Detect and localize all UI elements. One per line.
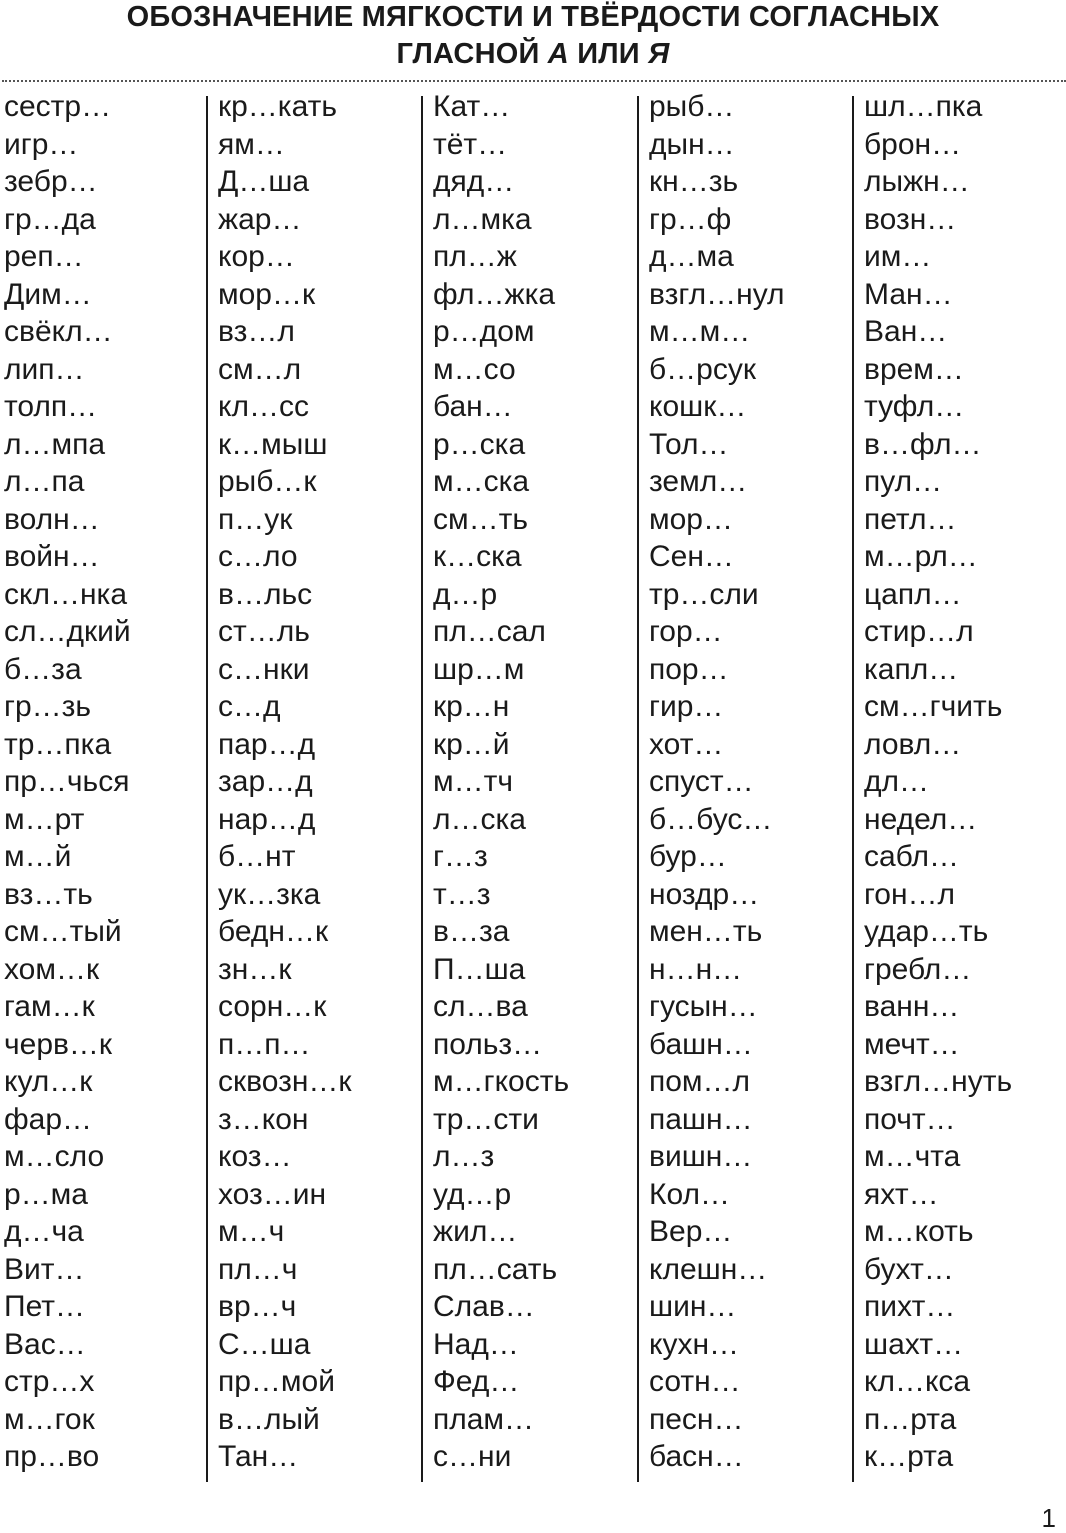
word-item: гир… [649, 690, 724, 723]
word-item: мечт… [864, 1027, 960, 1061]
word-item: кор… [218, 240, 295, 273]
word-item: см…тый [4, 915, 122, 948]
word-item: бухт… [864, 1252, 954, 1286]
word-item: л…мка [433, 202, 532, 236]
word-column-3 [433, 88, 633, 1482]
word-item: с…ло [218, 540, 298, 573]
word-item: кл…кса [864, 1365, 971, 1398]
word-item: Фед… [433, 1365, 520, 1398]
column-divider [637, 96, 639, 1482]
word-item: д…ча [4, 1215, 84, 1248]
word-item: р…ска [433, 427, 526, 461]
word-item: Над… [433, 1327, 519, 1361]
word-item: мор… [649, 502, 733, 536]
word-item: жил… [433, 1215, 518, 1248]
word-item: удар…ть [864, 915, 989, 948]
word-item: пр…чься [4, 765, 130, 798]
word-item: м…рл… [864, 540, 978, 573]
word-item: нар…д [218, 802, 316, 836]
word-item: хот… [649, 727, 724, 761]
word-item: Пет… [4, 1290, 85, 1323]
word-item: хоз…ин [218, 1177, 327, 1211]
word-item: з…кон [218, 1102, 309, 1136]
word-item: к…мыш [218, 427, 328, 461]
word-item: бедн…к [218, 915, 329, 948]
title-line-2-mid: ИЛИ [568, 38, 649, 70]
word-item: ям… [218, 127, 285, 161]
word-item: Ван… [864, 315, 948, 348]
word-item: взгл…нул [649, 277, 785, 311]
word-item: шахт… [864, 1327, 964, 1361]
word-item: скл…нка [4, 577, 128, 611]
word-item: в…фл… [864, 427, 982, 461]
word-item: пихт… [864, 1290, 956, 1323]
word-item: рыб…к [218, 465, 317, 498]
word-item: с…ни [433, 1440, 512, 1473]
word-item: сестр… [4, 90, 112, 123]
word-item: недел… [864, 802, 978, 836]
word-item: черв…к [4, 1027, 113, 1061]
title-vowel-a: А [547, 38, 569, 70]
word-item: к…рта [864, 1440, 954, 1473]
word-item: кн…зь [649, 165, 739, 198]
word-item: пл…ч [218, 1252, 298, 1286]
word-item: лыжн… [864, 165, 970, 198]
column-divider [421, 96, 423, 1482]
word-item: П…ша [433, 952, 526, 986]
word-item: гон…л [864, 877, 956, 911]
word-item: тр…пка [4, 727, 112, 761]
word-item: с…д [218, 690, 281, 723]
word-item: с…нки [218, 652, 310, 686]
word-item: мор…к [218, 277, 316, 311]
word-item: басн… [649, 1440, 744, 1473]
word-item: зар…д [218, 765, 313, 798]
word-item: башн… [649, 1027, 753, 1061]
word-item: земл… [649, 465, 748, 498]
word-item: взгл…нуть [864, 1065, 1013, 1098]
word-item: войн… [4, 540, 100, 573]
word-item: м…тч [433, 765, 513, 798]
word-item: кр…н [433, 690, 510, 723]
word-item: пул… [864, 465, 943, 498]
word-item: плам… [433, 1402, 535, 1436]
word-item: м…коть [864, 1215, 974, 1248]
title-vowel-ya: Я [648, 38, 670, 70]
word-item: пар…д [218, 727, 316, 761]
word-item: яхт… [864, 1177, 939, 1211]
word-item: хом…к [4, 952, 100, 986]
word-item: сорн…к [218, 990, 327, 1023]
word-item: им… [864, 240, 932, 273]
word-item: кошк… [649, 390, 747, 423]
word-item: м…ска [433, 465, 530, 498]
word-item: м…й [4, 840, 72, 873]
word-item: п…рта [864, 1402, 957, 1436]
word-item: С…ша [218, 1327, 311, 1361]
word-item: тр…сли [649, 577, 759, 611]
column-divider [206, 96, 208, 1482]
word-item: в…лый [218, 1402, 320, 1436]
word-item: Тан… [218, 1440, 299, 1473]
word-item: петл… [864, 502, 957, 536]
word-item: вр…ч [218, 1290, 297, 1323]
word-item: Кат… [433, 90, 511, 123]
word-item: Вас… [4, 1327, 86, 1361]
word-item: вишн… [649, 1140, 753, 1173]
word-item: пр…во [4, 1440, 100, 1473]
word-item: игр… [4, 127, 79, 161]
word-item: кр…й [433, 727, 510, 761]
word-item: свёкл… [4, 315, 113, 348]
word-item: б…бус… [649, 802, 773, 836]
word-item: рыб… [649, 90, 735, 123]
word-item: л…з [433, 1140, 495, 1173]
word-item: пор… [649, 652, 729, 686]
word-item: кул…к [4, 1065, 93, 1098]
word-item: уд…р [433, 1177, 512, 1211]
word-item: зн…к [218, 952, 292, 986]
word-item: м…сло [4, 1140, 105, 1173]
word-item: м…гкость [433, 1065, 570, 1098]
word-item: гр…да [4, 202, 96, 236]
word-item: стр…х [4, 1365, 95, 1398]
word-item: сл…дкий [4, 615, 131, 648]
word-item: зебр… [4, 165, 98, 198]
word-item: б…нт [218, 840, 296, 873]
word-item: врем… [864, 352, 964, 386]
word-item: Кол… [649, 1177, 731, 1211]
word-item: л…мпа [4, 427, 106, 461]
word-item: см…ть [433, 502, 528, 536]
word-item: п…ук [218, 502, 293, 536]
word-item: коз… [218, 1140, 292, 1173]
word-item: жар… [218, 202, 302, 236]
word-item: туфл… [864, 390, 965, 423]
word-item: кр…кать [218, 90, 337, 123]
word-item: ванн… [864, 990, 960, 1023]
word-item: пашн… [649, 1102, 753, 1136]
word-item: почт… [864, 1102, 956, 1136]
word-item: возн… [864, 202, 957, 236]
word-item: лип… [4, 352, 85, 386]
word-item: ст…ль [218, 615, 310, 648]
word-item: пл…сал [433, 615, 546, 648]
word-item: капл… [864, 652, 959, 686]
word-item: д…ма [649, 240, 734, 273]
word-column-2 [218, 88, 418, 1482]
word-item: б…за [4, 652, 82, 686]
word-item: в…льс [218, 577, 313, 611]
word-item: сотн… [649, 1365, 741, 1398]
word-item: фар… [4, 1102, 93, 1136]
word-item: реп… [4, 240, 84, 273]
word-item: Слав… [433, 1290, 535, 1323]
title-line-2-prefix: ГЛАСНОЙ [396, 38, 548, 70]
word-item: песн… [649, 1402, 744, 1436]
word-item: м…м… [649, 315, 751, 348]
word-item: брон… [864, 127, 962, 161]
word-item: гр…зь [4, 690, 92, 723]
word-item: л…па [4, 465, 85, 498]
word-item: м…ч [218, 1215, 285, 1248]
word-item: ловл… [864, 727, 962, 761]
word-item: в…за [433, 915, 510, 948]
word-item: шр…м [433, 652, 525, 686]
word-item: бур… [649, 840, 727, 873]
word-item: сл…ва [433, 990, 528, 1023]
word-item: пл…сать [433, 1252, 558, 1286]
word-item: Тол… [649, 427, 729, 461]
word-item: н…н… [649, 952, 743, 986]
word-item: Д…ша [218, 165, 310, 198]
word-item: см…л [218, 352, 302, 386]
word-item: кухн… [649, 1327, 740, 1361]
word-item: м…рт [4, 802, 85, 836]
word-item: вз…ть [4, 877, 93, 911]
word-item: гребл… [864, 952, 972, 986]
word-item: дын… [649, 127, 735, 161]
word-item: Дим… [4, 277, 92, 311]
word-item: кл…сс [218, 390, 309, 423]
word-item: пом…л [649, 1065, 751, 1098]
word-item: м…со [433, 352, 516, 386]
page-number: 1 [1041, 1503, 1056, 1533]
word-item: пр…мой [218, 1365, 335, 1398]
word-item: стир…л [864, 615, 974, 648]
word-item: фл…жка [433, 277, 556, 311]
word-item: гам…к [4, 990, 95, 1023]
word-item: гор… [649, 615, 723, 648]
word-column-1 [4, 88, 204, 1482]
word-item: Вер… [649, 1215, 733, 1248]
word-item: см…гчить [864, 690, 1003, 723]
word-item: м…чта [864, 1140, 961, 1173]
word-item: п…п… [218, 1027, 311, 1061]
word-item: шин… [649, 1290, 737, 1323]
word-column-5 [864, 88, 1064, 1482]
word-item: ук…зка [218, 877, 321, 911]
word-item: сабл… [864, 840, 960, 873]
word-item: тр…сти [433, 1102, 539, 1136]
word-item: Сен… [649, 540, 734, 573]
word-item: бан… [433, 390, 513, 423]
word-item: Вит… [4, 1252, 85, 1286]
title-line-2 [0, 36, 1066, 73]
word-item: польз… [433, 1027, 543, 1061]
word-item: л…ска [433, 802, 526, 836]
word-item: к…ска [433, 540, 522, 573]
word-item: толп… [4, 390, 98, 423]
title-line-1: ОБОЗНАЧЕНИЕ МЯГКОСТИ И ТВЁРДОСТИ СОГЛАСНЫХ [126, 1, 940, 33]
word-column-4 [649, 88, 849, 1482]
word-item: д…р [433, 577, 498, 611]
word-item: м…гок [4, 1402, 95, 1436]
word-item: г…з [433, 840, 488, 873]
word-item: сквозн…к [218, 1065, 352, 1098]
word-item: б…рсук [649, 352, 756, 386]
word-item: дл… [864, 765, 930, 798]
word-item: ноздр… [649, 877, 760, 911]
word-item: шл…пка [864, 90, 983, 123]
word-item: т…з [433, 877, 491, 911]
word-item: гусын… [649, 990, 758, 1023]
word-item: спуст… [649, 765, 754, 798]
word-item: мен…ть [649, 915, 763, 948]
column-divider [852, 96, 854, 1482]
word-item: Ман… [864, 277, 953, 311]
word-item: тёт… [433, 127, 508, 161]
word-item: клешн… [649, 1252, 768, 1286]
word-item: гр…ф [649, 202, 732, 236]
word-item: дяд… [433, 165, 515, 198]
word-item: вз…л [218, 315, 295, 348]
word-item: р…дом [433, 315, 535, 348]
word-item: р…ма [4, 1177, 88, 1211]
word-item: пл…ж [433, 240, 517, 273]
word-item: волн… [4, 502, 100, 536]
word-item: цапл… [864, 577, 962, 611]
header-divider [2, 80, 1066, 82]
